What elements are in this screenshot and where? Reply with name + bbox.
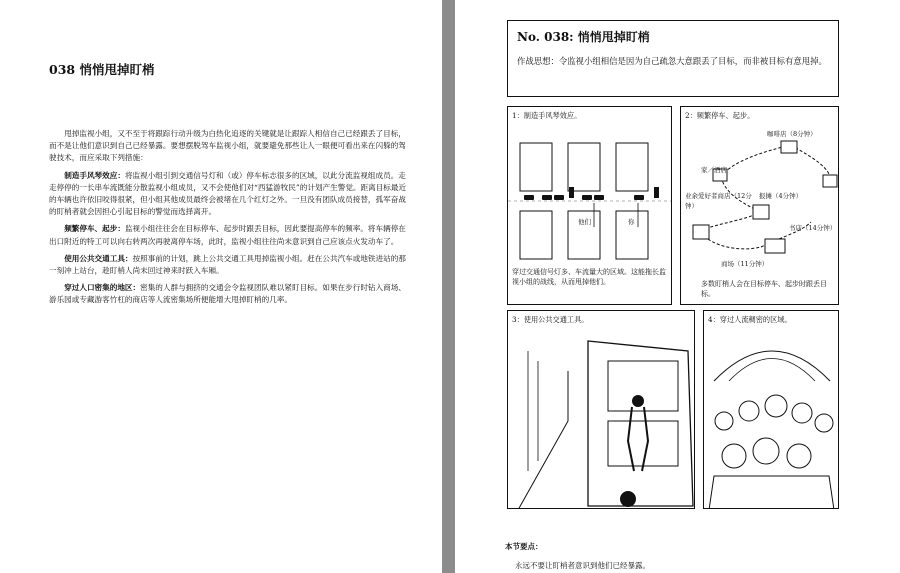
panel-caption: 穿过交通信号灯多、车流量大的区域。这能拖长监视小组的战线，从而甩掉他们。 xyxy=(512,268,666,286)
place-home: 家／酒店 xyxy=(701,166,727,174)
section-accordion xyxy=(49,170,411,219)
section-term: 频繁停车、起步： xyxy=(64,224,125,234)
page-gutter xyxy=(442,0,455,573)
car-icon xyxy=(524,195,644,200)
tag-you: 你 xyxy=(628,218,635,226)
intro-paragraph: 甩掉监视小组，又不至于将跟踪行动升级为白热化追逐的关键就是让跟踪人相信自己已经跟丢了目标，而不是让他们意识到自己已经暴露。要想摆脱驾车监视小组，就要避免那些让人一眼便可看出来在闪躲的驾驶技术，而应采取下列措施： xyxy=(49,129,406,163)
panel-label: 3：使用公共交通工具。 xyxy=(512,315,589,324)
panel-caption: 多数盯梢人会在目标停车、起步时跟丢目标。 xyxy=(701,280,827,298)
place-hobby-shop: 业余爱好者商店（12分钟） xyxy=(685,192,752,210)
panel-accordion xyxy=(507,106,672,305)
header-box xyxy=(507,20,839,97)
panel-label: 2：频繁停车、起步。 xyxy=(685,111,755,120)
bus-icon xyxy=(588,341,693,507)
panel-label: 4：穿过人流稠密的区域。 xyxy=(708,315,792,324)
place-cafe: 咖啡店（8分钟） xyxy=(767,130,817,138)
crowd-icon xyxy=(709,395,834,509)
panel-crowds xyxy=(703,310,839,509)
building-icon xyxy=(781,141,797,153)
section-stop-start xyxy=(49,223,411,247)
section-term: 使用公共交通工具： xyxy=(64,253,133,263)
header-description: 作战思想：令监视小组相信是因为自己疏忽大意跟丢了目标，而非被目标有意甩掉。 xyxy=(517,56,827,66)
panel-label: 1：制造手风琴效应。 xyxy=(512,111,582,120)
section-term: 制造手风琴效应： xyxy=(64,170,125,180)
section-text: 将监视小组引到交通信号灯和（或）停车标志很多的区域，以此分流监视组成员。走走停停的一长串车流既能分散监视小组成员，又不会使他们对“西猛游牧民”的计划产生警觉。距离目标最近的车辆也许依旧咬得很紧，但小组其他成员最终会被堵在几个红灯之外。一旦没有团队成员接替，孤军奋战的盯梢者就会因担心引起目标的警觉而选择离开。 xyxy=(49,170,407,217)
building-icon xyxy=(753,205,769,219)
body-text xyxy=(49,128,411,312)
section-crowds xyxy=(49,282,411,306)
key-points-text: 永远不要让盯梢者意识到他们已经暴露。 xyxy=(515,561,650,570)
section-public-transit xyxy=(49,253,411,277)
building-icon xyxy=(693,225,709,239)
crowd-illustration xyxy=(704,311,839,509)
bus-illustration xyxy=(508,311,695,509)
section-text: 密集的人群与拥挤的交通会令监视团队难以紧盯目标。如果在步行时钻入商场、游乐园或专藏游客竹杠的商店等人流密集场所便能增大甩掉盯梢的几率。 xyxy=(49,283,406,305)
place-mall: 商场（11分钟） xyxy=(721,260,769,268)
panel-public-transit xyxy=(507,310,695,509)
key-points-title: 本节要点： xyxy=(505,542,543,551)
place-bookstore: 书店（14分钟） xyxy=(789,224,837,232)
left-page xyxy=(0,0,442,573)
section-term: 穿过人口密集的地区： xyxy=(64,283,141,293)
place-newsstand: 报摊（4分钟） xyxy=(759,192,803,200)
tag-them: 他们 xyxy=(578,218,591,226)
chapter-title: 038 悄悄甩掉盯梢 xyxy=(49,62,155,77)
header-title: No. 038: 悄悄甩掉盯梢 xyxy=(517,30,650,44)
building-icon xyxy=(765,239,785,253)
section-text: 监视小组往往会在目标停车、起步时跟丢目标，因此要提高停车的频率。将车辆停在出口附近的特工可以向右转两次再驶离停车场，此时，监视小组往往尚未意识到自己应该点火发动车了。 xyxy=(49,224,406,246)
section-text: 按照事前的计划，跳上公共交通工具甩掉监视小组。赶在公共汽车或地铁进站的那一刻冲上站台，趁盯梢人尚未回过神来时跃入车厢。 xyxy=(49,253,406,276)
panel-stop-start xyxy=(680,106,839,305)
building-icon xyxy=(823,175,837,187)
